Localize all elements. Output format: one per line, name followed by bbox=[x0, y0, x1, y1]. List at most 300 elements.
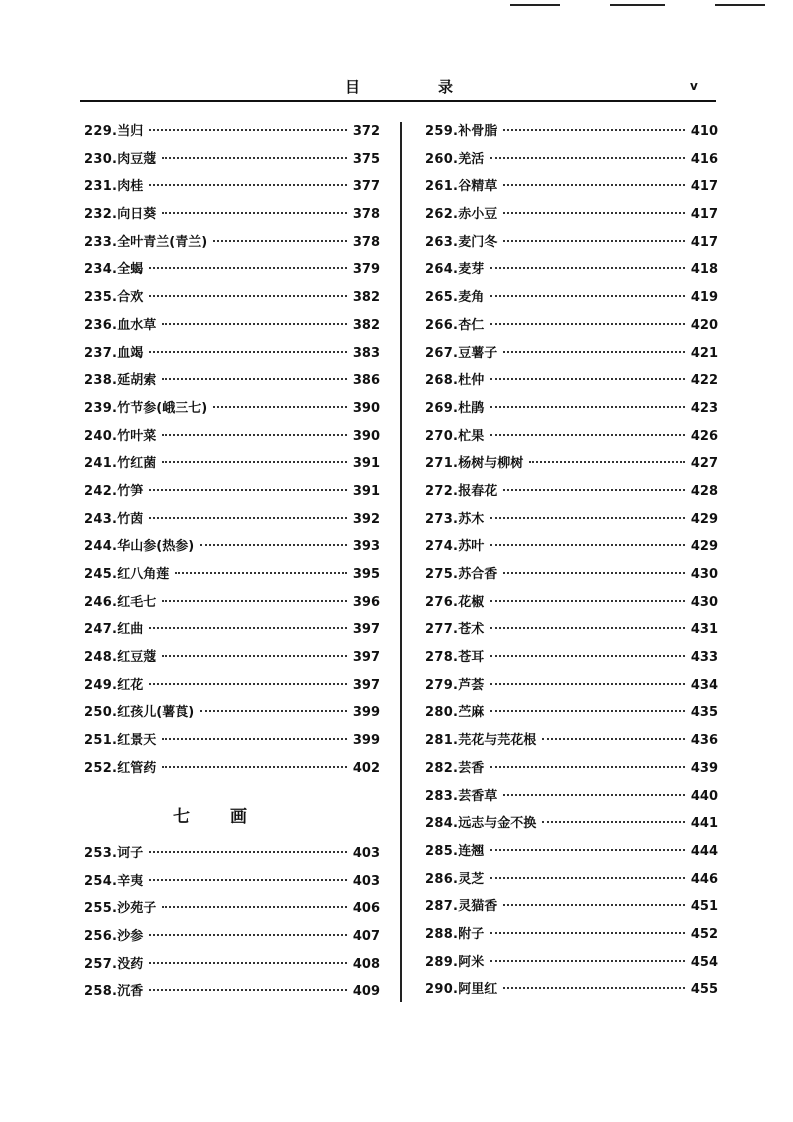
dot-leader bbox=[149, 879, 347, 881]
entry-number: 231. bbox=[84, 179, 118, 195]
entry-title: 麦角 bbox=[458, 290, 485, 306]
entry-number: 253. bbox=[84, 846, 118, 861]
toc-entry[interactable] bbox=[425, 452, 718, 480]
entry-page: 386 bbox=[352, 373, 380, 389]
entry-title: 肉豆蔻 bbox=[117, 151, 157, 167]
toc-entry[interactable] bbox=[84, 175, 380, 203]
toc-entry[interactable] bbox=[425, 729, 718, 757]
toc-entry[interactable] bbox=[84, 452, 380, 480]
entry-title: 杧果 bbox=[458, 428, 485, 444]
dot-leader bbox=[490, 517, 685, 519]
toc-entry[interactable] bbox=[84, 258, 380, 286]
page-number: v bbox=[690, 79, 698, 93]
toc-entry[interactable] bbox=[425, 563, 718, 591]
toc-entry[interactable] bbox=[425, 369, 718, 397]
toc-entry[interactable] bbox=[84, 397, 380, 425]
entry-title: 报春花 bbox=[458, 483, 498, 499]
entry-title: 当归 bbox=[117, 124, 144, 139]
entry-number: 284. bbox=[425, 816, 459, 832]
dot-leader bbox=[490, 655, 685, 657]
entry-page: 403 bbox=[352, 873, 380, 889]
dot-leader bbox=[162, 434, 347, 436]
toc-entry[interactable] bbox=[84, 508, 380, 536]
column-divider bbox=[400, 122, 402, 1002]
dot-leader bbox=[149, 851, 347, 853]
entry-title: 竹叶菜 bbox=[117, 428, 157, 444]
dot-leader bbox=[490, 434, 685, 436]
dot-leader bbox=[503, 987, 685, 989]
entry-page: 410 bbox=[690, 124, 718, 139]
entry-number: 263. bbox=[425, 234, 459, 250]
dot-leader bbox=[490, 295, 685, 297]
entry-title: 红花 bbox=[117, 677, 144, 693]
entry-title: 向日葵 bbox=[117, 207, 157, 223]
entry-number: 255. bbox=[84, 901, 118, 917]
entry-title: 延胡索 bbox=[117, 373, 157, 389]
dot-leader bbox=[149, 683, 347, 685]
entry-number: 261. bbox=[425, 179, 459, 195]
entry-page: 417 bbox=[690, 234, 718, 250]
entry-title: 连翘 bbox=[458, 843, 485, 859]
dot-leader bbox=[213, 240, 347, 242]
toc-entry[interactable] bbox=[84, 369, 380, 397]
toc-entry[interactable] bbox=[84, 701, 380, 729]
dot-leader bbox=[503, 351, 685, 353]
entry-number: 280. bbox=[425, 705, 459, 721]
entry-title: 苎麻 bbox=[458, 705, 485, 721]
toc-entry[interactable] bbox=[84, 231, 380, 259]
entry-title: 芫花与芫花根 bbox=[458, 733, 537, 749]
entry-title: 红曲 bbox=[117, 622, 144, 638]
entry-number: 279. bbox=[425, 677, 459, 693]
entry-title: 杜鹃 bbox=[458, 400, 485, 416]
entry-page: 451 bbox=[690, 899, 718, 915]
entry-title: 芸香 bbox=[458, 760, 485, 776]
toc-entry[interactable] bbox=[425, 120, 718, 148]
dot-leader bbox=[162, 157, 347, 159]
entry-title: 麦芽 bbox=[458, 262, 485, 278]
entry-page: 397 bbox=[352, 677, 380, 693]
entry-title: 血竭 bbox=[117, 345, 144, 361]
entry-title: 诃子 bbox=[117, 846, 144, 861]
toc-entry[interactable] bbox=[84, 618, 380, 646]
entry-number: 264. bbox=[425, 262, 459, 278]
entry-number: 248. bbox=[84, 650, 118, 666]
entry-number: 289. bbox=[425, 954, 459, 970]
header-title-left: 目 bbox=[345, 78, 361, 96]
entry-page: 395 bbox=[352, 567, 380, 582]
entry-page: 393 bbox=[352, 539, 380, 555]
dot-leader bbox=[490, 323, 685, 325]
entry-title: 苏木 bbox=[458, 511, 485, 527]
entry-page: 382 bbox=[352, 290, 380, 306]
dot-leader bbox=[149, 184, 347, 186]
entry-number: 251. bbox=[84, 733, 118, 749]
entry-page: 396 bbox=[352, 594, 380, 610]
dot-leader bbox=[490, 406, 685, 408]
toc-entry[interactable] bbox=[425, 148, 718, 176]
entry-page: 397 bbox=[352, 622, 380, 638]
entry-title: 远志与金不换 bbox=[458, 816, 537, 832]
dot-leader bbox=[162, 323, 347, 325]
entry-title: 红管药 bbox=[117, 760, 157, 776]
toc-entry[interactable] bbox=[84, 870, 380, 898]
dot-leader bbox=[162, 655, 347, 657]
toc-entry[interactable] bbox=[425, 785, 718, 813]
entry-page: 399 bbox=[352, 705, 380, 721]
entry-page: 429 bbox=[690, 511, 718, 527]
entry-number: 265. bbox=[425, 290, 459, 306]
toc-entry[interactable] bbox=[425, 231, 718, 259]
toc-entry[interactable] bbox=[425, 951, 718, 979]
entry-title: 全蝎 bbox=[117, 262, 144, 278]
toc-entry[interactable] bbox=[425, 923, 718, 951]
entry-page: 409 bbox=[352, 984, 380, 1000]
entry-number: 275. bbox=[425, 567, 459, 582]
entry-number: 234. bbox=[84, 262, 118, 278]
entry-number: 259. bbox=[425, 124, 459, 139]
toc-entry[interactable] bbox=[84, 757, 380, 785]
toc-entry[interactable] bbox=[425, 868, 718, 896]
dot-leader bbox=[503, 572, 685, 574]
entry-number: 237. bbox=[84, 345, 118, 361]
toc-entry[interactable] bbox=[425, 397, 718, 425]
dot-leader bbox=[542, 821, 685, 823]
entry-title: 花椒 bbox=[458, 594, 485, 610]
entry-title: 竹笋 bbox=[117, 483, 144, 499]
dot-leader bbox=[490, 877, 685, 879]
dot-leader bbox=[503, 904, 685, 906]
toc-entry[interactable] bbox=[425, 480, 718, 508]
entry-number: 242. bbox=[84, 483, 118, 499]
toc-entry[interactable] bbox=[84, 425, 380, 453]
entry-number: 246. bbox=[84, 594, 118, 610]
dot-leader bbox=[503, 184, 685, 186]
entry-number: 260. bbox=[425, 151, 459, 167]
toc-entry[interactable] bbox=[425, 535, 718, 563]
entry-page: 408 bbox=[352, 956, 380, 972]
toc-entry[interactable] bbox=[425, 314, 718, 342]
toc-entry[interactable] bbox=[425, 508, 718, 536]
entry-page: 392 bbox=[352, 511, 380, 527]
entry-number: 277. bbox=[425, 622, 459, 638]
dot-leader bbox=[149, 627, 347, 629]
entry-number: 282. bbox=[425, 760, 459, 776]
toc-entry[interactable] bbox=[84, 674, 380, 702]
dot-leader bbox=[490, 849, 685, 851]
entry-page: 427 bbox=[690, 456, 718, 472]
dot-leader bbox=[149, 517, 347, 519]
dot-leader bbox=[503, 129, 685, 131]
entry-title: 苍术 bbox=[458, 622, 485, 638]
toc-entry[interactable] bbox=[84, 148, 380, 176]
entry-page: 416 bbox=[690, 151, 718, 167]
entry-title: 灵芝 bbox=[458, 871, 485, 887]
entry-title: 红八角莲 bbox=[117, 567, 170, 582]
entry-page: 455 bbox=[690, 982, 718, 998]
dot-leader bbox=[200, 710, 347, 712]
toc-entry[interactable] bbox=[84, 591, 380, 619]
toc-entry[interactable] bbox=[84, 980, 380, 1008]
scan-mark bbox=[510, 4, 560, 6]
entry-number: 240. bbox=[84, 428, 118, 444]
entry-page: 433 bbox=[690, 650, 718, 666]
entry-title: 沙苑子 bbox=[117, 901, 157, 917]
entry-page: 430 bbox=[690, 594, 718, 610]
dot-leader bbox=[490, 960, 685, 962]
toc-entry[interactable] bbox=[84, 203, 380, 231]
dot-leader bbox=[162, 212, 347, 214]
toc-entry[interactable] bbox=[425, 342, 718, 370]
entry-number: 230. bbox=[84, 151, 118, 167]
entry-number: 273. bbox=[425, 511, 459, 527]
entry-title: 麦门冬 bbox=[458, 234, 498, 250]
entry-page: 431 bbox=[690, 622, 718, 638]
entry-number: 283. bbox=[425, 788, 459, 804]
toc-left-column bbox=[84, 120, 380, 785]
entry-title: 阿里红 bbox=[458, 982, 498, 998]
entry-title: 苏合香 bbox=[458, 567, 498, 582]
dot-leader bbox=[149, 989, 347, 991]
entry-title: 竹红菌 bbox=[117, 456, 157, 472]
entry-number: 267. bbox=[425, 345, 459, 361]
entry-number: 286. bbox=[425, 871, 459, 887]
toc-entry[interactable] bbox=[425, 646, 718, 674]
entry-page: 422 bbox=[690, 373, 718, 389]
entry-title: 红豆蔻 bbox=[117, 650, 157, 666]
entry-title: 红毛七 bbox=[117, 594, 157, 610]
entry-page: 378 bbox=[352, 207, 380, 223]
entry-number: 233. bbox=[84, 234, 118, 250]
scan-mark bbox=[715, 4, 765, 6]
entry-page: 429 bbox=[690, 539, 718, 555]
entry-page: 441 bbox=[690, 816, 718, 832]
entry-number: 247. bbox=[84, 622, 118, 638]
entry-page: 390 bbox=[352, 428, 380, 444]
entry-title: 肉桂 bbox=[117, 179, 144, 195]
entry-number: 274. bbox=[425, 539, 459, 555]
entry-title: 没药 bbox=[117, 956, 144, 972]
toc-entry[interactable] bbox=[425, 757, 718, 785]
dot-leader bbox=[490, 710, 685, 712]
toc-entry[interactable] bbox=[425, 840, 718, 868]
entry-page: 382 bbox=[352, 317, 380, 333]
toc-entry[interactable] bbox=[84, 563, 380, 591]
entry-number: 281. bbox=[425, 733, 459, 749]
toc-entry[interactable] bbox=[425, 618, 718, 646]
entry-page: 397 bbox=[352, 650, 380, 666]
entry-number: 269. bbox=[425, 400, 459, 416]
toc-entry[interactable] bbox=[425, 591, 718, 619]
entry-title: 附子 bbox=[458, 926, 485, 942]
toc-entry[interactable] bbox=[84, 535, 380, 563]
entry-page: 430 bbox=[690, 567, 718, 582]
entry-title: 沙参 bbox=[117, 929, 144, 945]
entry-number: 257. bbox=[84, 956, 118, 972]
dot-leader bbox=[490, 600, 685, 602]
toc-entry[interactable] bbox=[425, 812, 718, 840]
entry-number: 278. bbox=[425, 650, 459, 666]
dot-leader bbox=[175, 572, 347, 574]
toc-entry[interactable] bbox=[84, 842, 380, 870]
toc-entry[interactable] bbox=[425, 258, 718, 286]
toc-entry[interactable] bbox=[84, 480, 380, 508]
toc-left-column-section bbox=[84, 842, 380, 1008]
dot-leader bbox=[149, 267, 347, 269]
toc-entry[interactable] bbox=[84, 953, 380, 981]
entry-number: 290. bbox=[425, 982, 459, 998]
entry-number: 256. bbox=[84, 929, 118, 945]
toc-entry[interactable] bbox=[425, 674, 718, 702]
dot-leader bbox=[162, 378, 347, 380]
entry-page: 454 bbox=[690, 954, 718, 970]
entry-number: 232. bbox=[84, 207, 118, 223]
entry-page: 399 bbox=[352, 733, 380, 749]
entry-page: 440 bbox=[690, 788, 718, 804]
dot-leader bbox=[149, 489, 347, 491]
header-title-right: 录 bbox=[438, 78, 454, 96]
dot-leader bbox=[490, 766, 685, 768]
toc-entry[interactable] bbox=[425, 175, 718, 203]
entry-number: 266. bbox=[425, 317, 459, 333]
entry-number: 287. bbox=[425, 899, 459, 915]
entry-page: 378 bbox=[352, 234, 380, 250]
dot-leader bbox=[213, 406, 347, 408]
entry-page: 420 bbox=[690, 317, 718, 333]
dot-leader bbox=[503, 212, 685, 214]
entry-title: 杏仁 bbox=[458, 317, 485, 333]
entry-number: 258. bbox=[84, 984, 118, 1000]
entry-page: 436 bbox=[690, 733, 718, 749]
entry-number: 272. bbox=[425, 483, 459, 499]
dot-leader bbox=[490, 267, 685, 269]
entry-page: 439 bbox=[690, 760, 718, 776]
entry-page: 406 bbox=[352, 901, 380, 917]
toc-entry[interactable] bbox=[84, 286, 380, 314]
entry-number: 239. bbox=[84, 400, 118, 416]
entry-title: 竹茵 bbox=[117, 511, 144, 527]
entry-page: 391 bbox=[352, 456, 380, 472]
toc-entry[interactable] bbox=[84, 314, 380, 342]
dot-leader bbox=[490, 683, 685, 685]
entry-number: 288. bbox=[425, 926, 459, 942]
toc-entry[interactable] bbox=[425, 286, 718, 314]
dot-leader bbox=[162, 738, 347, 740]
entry-number: 235. bbox=[84, 290, 118, 306]
toc-entry[interactable] bbox=[425, 701, 718, 729]
entry-number: 262. bbox=[425, 207, 459, 223]
entry-title: 杜仲 bbox=[458, 373, 485, 389]
toc-entry[interactable] bbox=[84, 646, 380, 674]
entry-number: 243. bbox=[84, 511, 118, 527]
dot-leader bbox=[162, 461, 347, 463]
entry-title: 华山参(热参) bbox=[117, 539, 195, 555]
entry-title: 竹节参(峨三七) bbox=[117, 400, 208, 416]
entry-title: 谷精草 bbox=[458, 179, 498, 195]
dot-leader bbox=[490, 932, 685, 934]
entry-number: 241. bbox=[84, 456, 118, 472]
entry-number: 268. bbox=[425, 373, 459, 389]
entry-title: 赤小豆 bbox=[458, 207, 498, 223]
entry-title: 补骨脂 bbox=[458, 124, 498, 139]
dot-leader bbox=[149, 129, 347, 131]
entry-title: 芸香草 bbox=[458, 788, 498, 804]
entry-title: 豆薯子 bbox=[458, 345, 498, 361]
entry-page: 446 bbox=[690, 871, 718, 887]
entry-number: 238. bbox=[84, 373, 118, 389]
toc-entry[interactable] bbox=[84, 342, 380, 370]
entry-page: 417 bbox=[690, 207, 718, 223]
dot-leader bbox=[162, 766, 347, 768]
toc-entry[interactable] bbox=[84, 729, 380, 757]
entry-title: 灵猫香 bbox=[458, 899, 498, 915]
entry-page: 391 bbox=[352, 483, 380, 499]
entry-page: 418 bbox=[690, 262, 718, 278]
entry-title: 芦荟 bbox=[458, 677, 485, 693]
dot-leader bbox=[490, 157, 685, 159]
entry-title: 杨树与柳树 bbox=[458, 456, 524, 472]
entry-number: 285. bbox=[425, 843, 459, 859]
toc-right-column bbox=[425, 120, 718, 1006]
entry-number: 276. bbox=[425, 594, 459, 610]
entry-page: 428 bbox=[690, 483, 718, 499]
entry-number: 270. bbox=[425, 428, 459, 444]
entry-page: 372 bbox=[352, 124, 380, 139]
entry-page: 423 bbox=[690, 400, 718, 416]
section-heading: 七画 bbox=[173, 807, 287, 827]
dot-leader bbox=[162, 600, 347, 602]
dot-leader bbox=[529, 461, 685, 463]
entry-number: 254. bbox=[84, 873, 118, 889]
toc-entry[interactable] bbox=[425, 203, 718, 231]
entry-page: 379 bbox=[352, 262, 380, 278]
entry-page: 419 bbox=[690, 290, 718, 306]
entry-title: 阿米 bbox=[458, 954, 485, 970]
dot-leader bbox=[542, 738, 685, 740]
entry-page: 390 bbox=[352, 400, 380, 416]
entry-number: 236. bbox=[84, 317, 118, 333]
dot-leader bbox=[149, 351, 347, 353]
entry-number: 229. bbox=[84, 124, 118, 139]
dot-leader bbox=[503, 794, 685, 796]
dot-leader bbox=[149, 962, 347, 964]
toc-entry[interactable] bbox=[425, 895, 718, 923]
dot-leader bbox=[200, 544, 347, 546]
toc-entry[interactable] bbox=[84, 925, 380, 953]
entry-page: 402 bbox=[352, 760, 380, 776]
scan-mark bbox=[610, 4, 665, 6]
entry-page: 426 bbox=[690, 428, 718, 444]
entry-number: 250. bbox=[84, 705, 118, 721]
entry-page: 452 bbox=[690, 926, 718, 942]
entry-title: 合欢 bbox=[117, 290, 144, 306]
toc-entry[interactable] bbox=[84, 120, 380, 148]
entry-number: 271. bbox=[425, 456, 459, 472]
dot-leader bbox=[490, 544, 685, 546]
toc-entry[interactable] bbox=[425, 978, 718, 1006]
entry-number: 252. bbox=[84, 760, 118, 776]
entry-title: 血水草 bbox=[117, 317, 157, 333]
entry-title: 沉香 bbox=[117, 984, 144, 1000]
entry-title: 红景天 bbox=[117, 733, 157, 749]
entry-title: 苏叶 bbox=[458, 539, 485, 555]
entry-page: 444 bbox=[690, 843, 718, 859]
toc-entry[interactable] bbox=[425, 425, 718, 453]
toc-entry[interactable] bbox=[84, 897, 380, 925]
entry-page: 383 bbox=[352, 345, 380, 361]
entry-page: 403 bbox=[352, 846, 380, 861]
entry-page: 421 bbox=[690, 345, 718, 361]
